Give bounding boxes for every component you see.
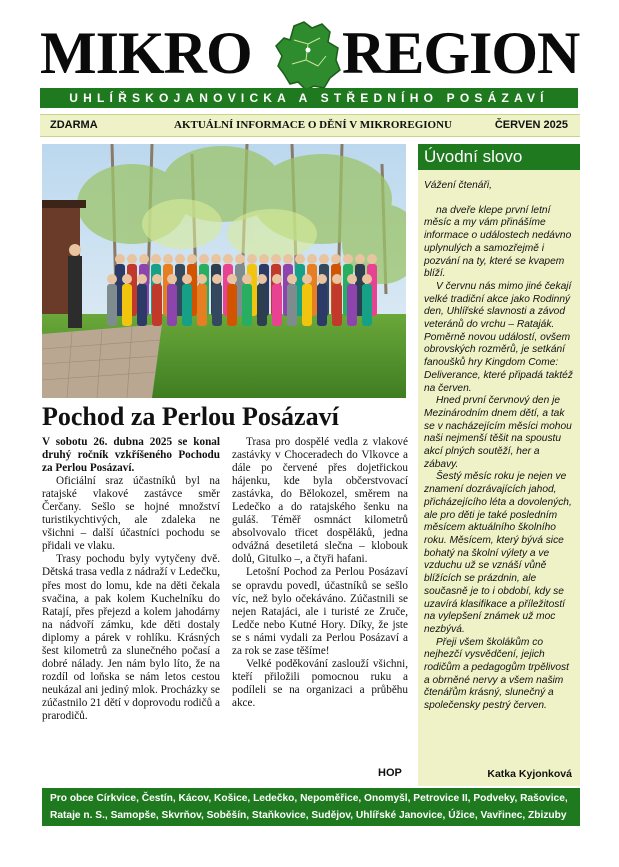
- person-head: [331, 254, 341, 264]
- person-head: [199, 254, 209, 264]
- issue-date: ČERVEN 2025: [494, 119, 568, 131]
- sidebar-header: Úvodní slovo: [418, 144, 580, 170]
- person-head: [167, 274, 177, 284]
- footer-municipalities: Pro obce Církvice, Čestín, Kácov, Košice, Ledečko, Nepoměřice, Onomyšl, Petrovice II, Podveky, Rašovice, Rataje n. S., Samopše, Skvrňov, Soběšín, Staňkovice, Sudějov, Uhlířské Janovice, Úžice, Vavřinec, Zbizuby: [42, 788, 580, 826]
- person-figure: [362, 284, 372, 326]
- person-head: [197, 274, 207, 284]
- person-head: [227, 274, 237, 284]
- article-signature: HOP: [378, 767, 402, 779]
- sidebar-paragraph: Přeji všem školákům co nejhezčí vysvědčení, jejich rodičům a pedagogům trpělivost a obrněné nervy a všem našim čtenářům krásný, slunečný a společensky pestrý červen.: [424, 636, 569, 712]
- person-head: [257, 274, 267, 284]
- article-paragraph: Trasa pro dospělé vedla z vlakové zastávky v Choceradech do Vlkovce a dále po červené přes dojetřickou hájenku, kde byla občerstvovací zastávka, do Bělokozel, směrem na Ledečko a do ratajského šenku na guláš. Téměř osmnáct kilometrů absolvovalo třicet dospěláků, jedna odvážná desetiletá slečna – klobouk dolů, Gitulko –, a čtyři hafani.: [232, 436, 408, 566]
- person-head: [242, 274, 252, 284]
- sidebar-greeting: Vážení čtenáři,: [424, 180, 492, 191]
- person-head: [212, 274, 222, 284]
- article-lead: V sobotu 26. dubna 2025 se konal druhý ročník vzkříšeného Pochodu za Perlou Posázaví.: [42, 436, 220, 475]
- person-figure: [347, 284, 357, 326]
- person-figure: [242, 284, 252, 326]
- group-photo-illustration: [42, 144, 406, 398]
- person-figure: [68, 256, 82, 328]
- person-head: [137, 274, 147, 284]
- masthead-subtitle: UHLÍŘSKOJANOVICKA A STŘEDNÍHO POSÁZAVÍ: [40, 88, 578, 108]
- person-head: [69, 244, 81, 256]
- person-head: [247, 254, 257, 264]
- person-figure: [107, 284, 117, 326]
- masthead-title-left: MIKRO: [40, 20, 252, 86]
- person-figure: [122, 284, 132, 326]
- person-head: [211, 254, 221, 264]
- masthead: [38, 22, 580, 112]
- price-label: ZDARMA: [50, 119, 98, 131]
- article-column-1: [42, 436, 220, 723]
- microregion-map-icon: [274, 20, 344, 92]
- person-head: [367, 254, 377, 264]
- person-head: [362, 274, 372, 284]
- sidebar-paragraph: V červnu nás mimo jiné čekají velké tradiční akce jako Rodinný den, Uhlířské slavnosti a závod veteránů do vrchu – Rataják. Poměrně novou událostí, ovšem obrovských rozměrů, je setkání fanoušků hry Kingdom Come: Deliverance, které připadá taktéž na červen.: [424, 280, 573, 394]
- person-figure: [272, 284, 282, 326]
- person-figure: [152, 284, 162, 326]
- person-head: [182, 274, 192, 284]
- person-figure: [287, 284, 297, 326]
- person-figure: [227, 284, 237, 326]
- person-head: [283, 254, 293, 264]
- info-bar: [40, 114, 580, 137]
- sidebar-paragraph: Šestý měsíc roku je nejen ve znamení dozrávajících jahod, přicházejícího léta a dovolených, ale pro děti je také posledním měsícem aktuálního školního roku. Měsícem, který bývá sice bohatý na školní výlety a ve vzduchu už se vznáší vůně blížících se prázdnin, ale současně je to i období, kdy se uzavírá klasifikace a příležitostí na vylepšení známek už moc nezbývá.: [424, 471, 572, 635]
- article-column-2: [232, 436, 408, 710]
- person-head: [307, 254, 317, 264]
- person-head: [319, 254, 329, 264]
- sidebar-paragraph: na dveře klepe první letní měsíc a my vám přinášíme informace o událostech nedávno uplynulých a samozřejmě i pozvání na ty, které se kvapem blíží.: [424, 204, 572, 280]
- person-head: [151, 254, 161, 264]
- person-head: [317, 274, 327, 284]
- person-head: [271, 254, 281, 264]
- person-head: [122, 274, 132, 284]
- person-head: [287, 274, 297, 284]
- person-figure: [167, 284, 177, 326]
- person-head: [107, 274, 117, 284]
- editorial-sidebar: [418, 144, 580, 786]
- person-head: [259, 254, 269, 264]
- sidebar-signature: Katka Kyjonková: [487, 768, 572, 780]
- article-paragraph: Velké poděkování zaslouží všichni, kteří přiložili pomocnou ruku a podíleli se na organizaci a průběhu akce.: [232, 657, 408, 709]
- person-figure: [302, 284, 312, 326]
- person-head: [139, 254, 149, 264]
- sidebar-paragraph: Hned první červnový den je Mezinárodním dnem dětí, a tak se v nacházejícím měsíci mohou naši nejmenší těšit na spoustu akcí plných soutěží, her a zábavy.: [424, 395, 572, 470]
- group-photo: [42, 144, 406, 398]
- person-figure: [332, 284, 342, 326]
- person-head: [163, 254, 173, 264]
- masthead-title-right: REGION: [342, 20, 580, 86]
- person-head: [235, 254, 245, 264]
- person-figure: [212, 284, 222, 326]
- person-figure: [257, 284, 267, 326]
- person-figure: [137, 284, 147, 326]
- person-head: [355, 254, 365, 264]
- sidebar-body: [424, 180, 574, 713]
- person-figure: [182, 284, 192, 326]
- person-head: [223, 254, 233, 264]
- person-head: [347, 274, 357, 284]
- article-headline: Pochod za Perlou Posázaví: [42, 402, 339, 431]
- person-head: [115, 254, 125, 264]
- person-figure: [317, 284, 327, 326]
- tagline: AKTUÁLNÍ INFORMACE O DĚNÍ V MIKROREGIONU: [174, 119, 452, 131]
- person-head: [295, 254, 305, 264]
- person-head: [152, 274, 162, 284]
- person-head: [272, 274, 282, 284]
- article-paragraph: Trasy pochodu byly vytyčeny dvě. Dětská trasa vedla z nádraží v Ledečku, přes most do lomu, kde na děti čekala svačina, a pak kolem Kuchelníku do Ratají, přes přejezd a kolem jahodárny na nádvoří zámku, kde děti dostaly diplomy a párek v rohlíku. Krásných šest kilometrů za slunečného počasí a dobré nálady. Jen nám bylo líto, že na rozdíl od loňska se nám letos cestou neukázal ani jediný mlok. Procházky se zúčastnilo 21 dětí v doprovodu rodičů a prarodičů.: [42, 553, 220, 722]
- person-head: [187, 254, 197, 264]
- person-head: [127, 254, 137, 264]
- person-head: [175, 254, 185, 264]
- person-head: [302, 274, 312, 284]
- person-head: [332, 274, 342, 284]
- person-head: [343, 254, 353, 264]
- article-paragraph: Letošní Pochod za Perlou Posázaví se opravdu povedl, účastníků se sešlo víc, než bylo očekáváno. Zúčastnili se nejen Ratajáci, ale i turisté ze Zruče, Ledče nebo Kutné Hory. Díky, že jste se s námi vydali za Perlou Posázaví a za rok se zase těšíme!: [232, 566, 408, 657]
- person-figure: [197, 284, 207, 326]
- article-paragraph: Oficiální sraz účastníků byl na ratajské vlakové zastávce směr Čerčany. Sešlo se hojné množství turistikychtivých, ale zdaleka ne všichni – další účastníci pochodu se přidali ve vlaku.: [42, 475, 220, 553]
